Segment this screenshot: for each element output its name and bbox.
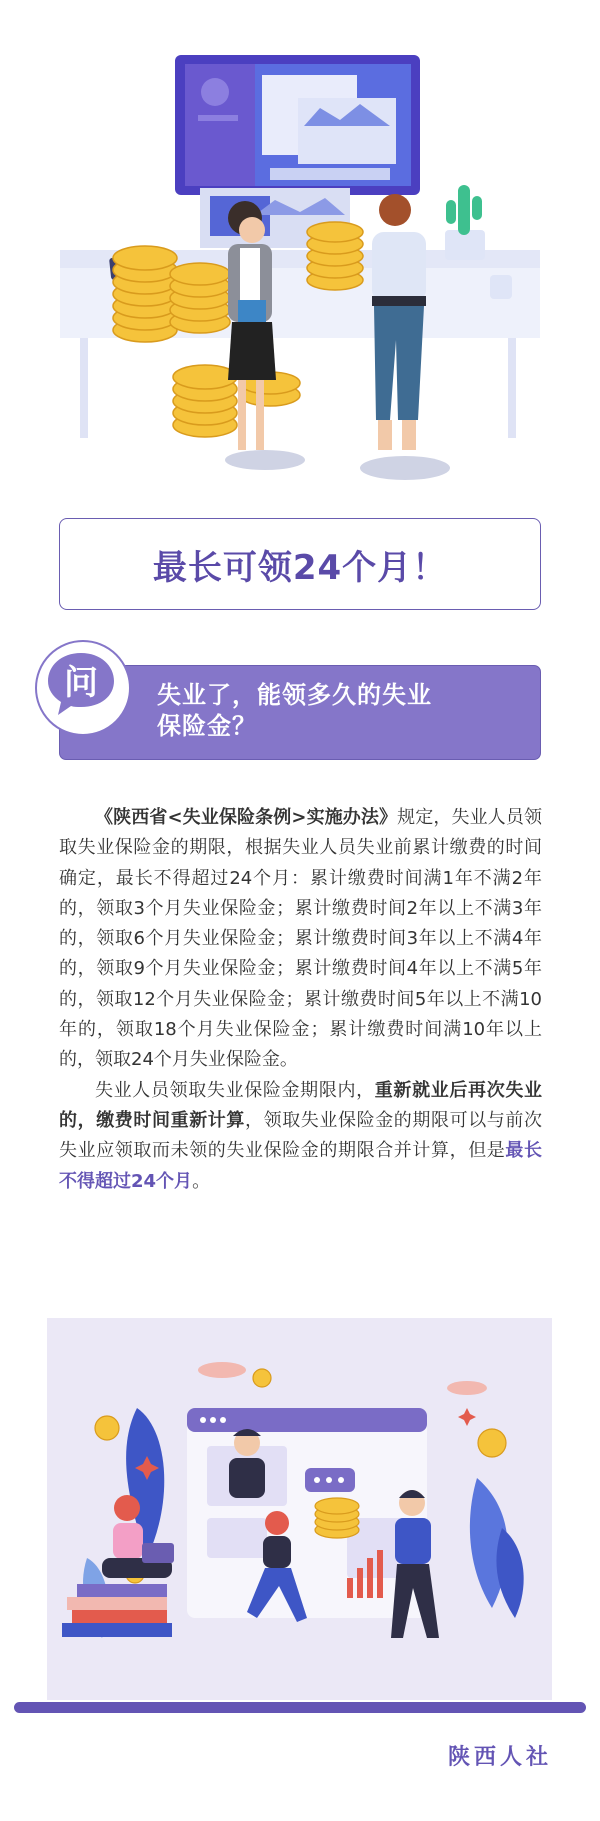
paragraph-2-bold: 重新就业后再次失业的，缴费时间重新计算 xyxy=(59,1079,542,1131)
paragraph-2-text-b: ，领取失业保险金的期限可以与前次失业应领取而未领的失业保险金的期限合并计算，但是 xyxy=(59,1109,542,1162)
paragraph-2-text-a: 失业人员领取失业保险金期限内， xyxy=(95,1079,375,1101)
paragraph-2-accent: 最长不得超过24个月 xyxy=(59,1140,543,1192)
paragraph-1 xyxy=(59,803,542,1076)
regulation-title: 《陕西省<失业保险条例>实施办法》 xyxy=(95,807,398,828)
question-line-2: 保险金？ xyxy=(157,712,257,740)
footer-brand: 陕西人社 xyxy=(447,1745,552,1770)
article-body xyxy=(59,803,542,1197)
paragraph-2-text-c: 。 xyxy=(192,1170,211,1192)
question-badge-label: 问 xyxy=(64,663,98,703)
question-text xyxy=(157,680,432,742)
paragraph-2 xyxy=(59,1076,542,1197)
headline-box xyxy=(59,518,541,610)
paragraph-1-text: 规定，失业人员领取失业保险金的期限，根据失业人员失业前累计缴费的时间确定，最长不得超过24个月：累计缴费时间满1年不满2年的，领取3个月失业保险金；累计缴费时间2年以上不满3年的，领取6个月失业保险金；累计缴费时间3年以上不满4年的，领取9个月失业保险金；累计缴费时间4年以上不满5年的，领取12个月失业保险金；累计缴费时间5年以上不满10年的，领取18个月失业保险金；累计缴费时间满10年以上的，领取24个月失业保险金。 xyxy=(59,807,542,1071)
divider-bar xyxy=(14,1702,586,1713)
question-banner xyxy=(59,665,541,760)
question-line-1: 失业了，能领多久的失业 xyxy=(157,681,432,709)
team-illustration xyxy=(47,1318,552,1700)
headline-text: 最长可领24个月！ xyxy=(152,547,448,588)
office-illustration xyxy=(0,0,600,500)
